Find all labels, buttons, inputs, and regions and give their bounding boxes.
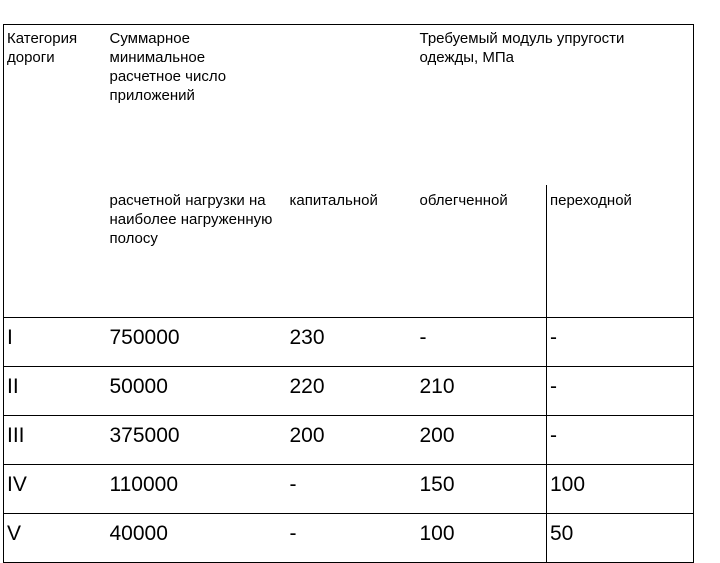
table-row [4,465,694,514]
header-row-1 [4,25,694,186]
cell-capital: - [287,514,417,563]
cell-lightweight: 150 [417,465,547,514]
cell-transitional: - [547,416,694,465]
cell-transitional: - [547,367,694,416]
table-row [4,318,694,367]
cell-applications: 50000 [107,367,287,416]
cell-category: II [4,367,107,416]
header-sum-applications: Суммарное минимальное расчетное число приложений [109,30,227,104]
table-row [4,416,694,465]
cell-category: V [4,514,107,563]
cell-lightweight: 100 [417,514,547,563]
header-load-on-lane: расчетной нагрузки на наиболее нагруженную полосу [109,192,273,247]
header-category: Категория дороги [7,30,78,66]
table-row [4,514,694,563]
cell-category: III [4,416,107,465]
cell-transitional: 50 [547,514,694,563]
cell-applications: 40000 [107,514,287,563]
cell-lightweight: 210 [417,367,547,416]
cell-applications: 110000 [107,465,287,514]
cell-lightweight: 200 [417,416,547,465]
table-row [4,367,694,416]
road-pavement-table [3,24,694,563]
cell-category: IV [4,465,107,514]
cell-capital: - [287,465,417,514]
cell-transitional: 100 [547,465,694,514]
header-capital: капитальной [289,192,378,209]
cell-lightweight: - [417,318,547,367]
header-row-2 [4,185,694,318]
cell-applications: 375000 [107,416,287,465]
cell-capital: 220 [287,367,417,416]
header-transitional: переходной [547,185,694,318]
header-required-modulus: Требуемый модуль упругости одежды, МПа [419,30,625,66]
cell-capital: 230 [287,318,417,367]
cell-applications: 750000 [107,318,287,367]
cell-transitional: - [547,318,694,367]
header-empty [287,25,417,186]
header-lightweight: облегченной [419,192,508,209]
cell-capital: 200 [287,416,417,465]
cell-category: I [4,318,107,367]
